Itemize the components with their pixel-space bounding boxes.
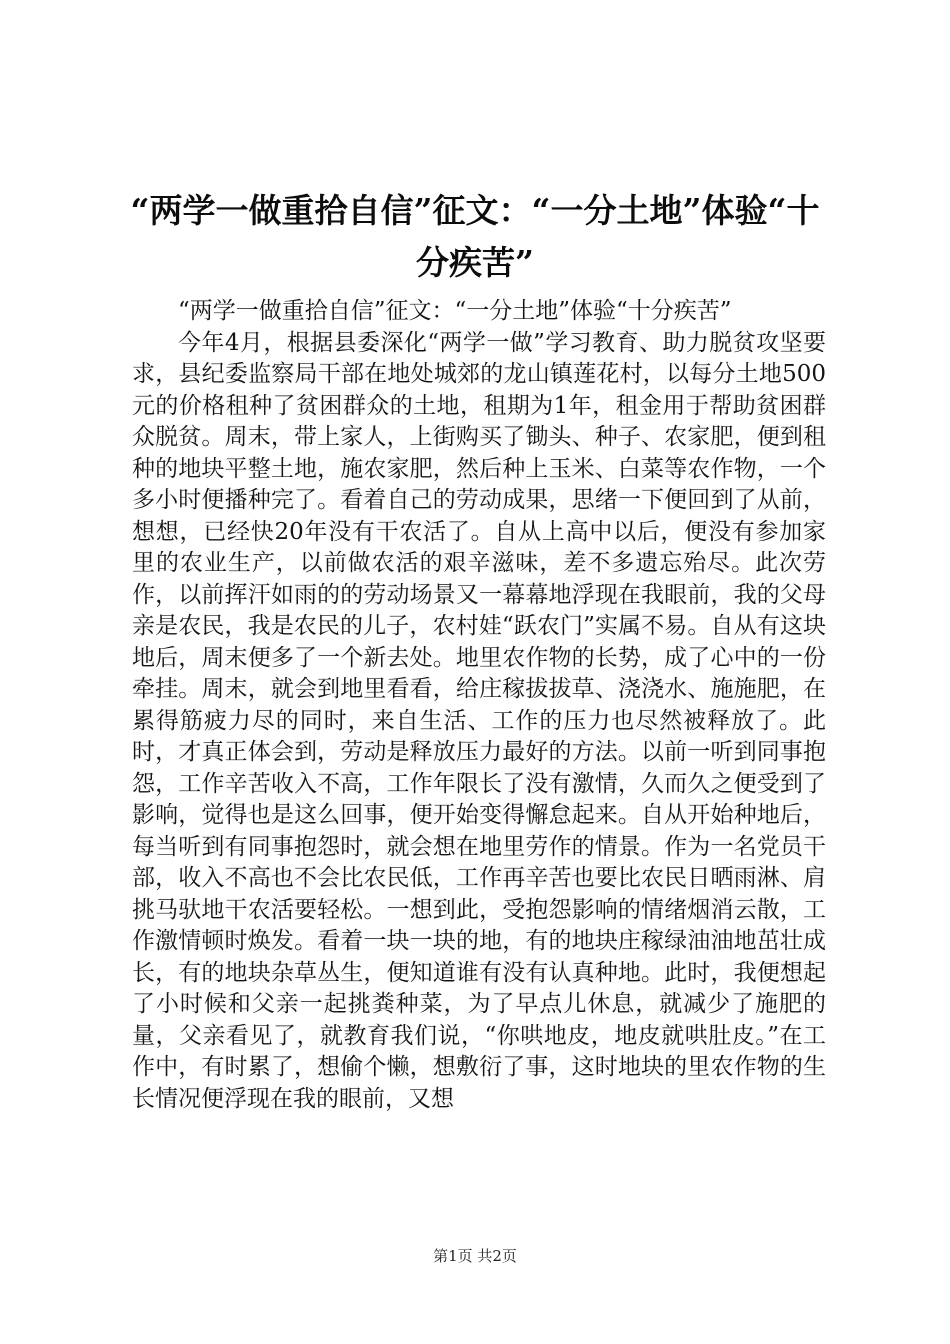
document-body xyxy=(132,296,826,1115)
body-paragraph: 今年4月，根据县委深化“两学一做”学习教育、助力脱贫攻坚要求，县纪委监察局干部在地处城郊的龙山镇莲花村，以每分土地500元的价格租种了贫困群众的土地，租期为1年，租金用于帮助贫困群众脱贫。周末，带上家人，上街购买了锄头、种子、农家肥，便到租种的地块平整土地，施农家肥，然后种上玉米、白菜等农作物，一个多小时便播种完了。看着自己的劳动成果，思绪一下便回到了从前，想想，已经快20年没有干农活了。自从上高中以后，便没有参加家里的农业生产，以前做农活的艰辛滋味，差不多遗忘殆尽。此次劳作，以前挥汗如雨的的劳动场景又一幕幕地浮现在我眼前，我的父母亲是农民，我是农民的儿子，农村娃“跃农门”实属不易。自从有这块地后，周末便多了一个新去处。地里农作物的长势，成了心中的一份牵挂。周末，就会到地里看看，给庄稼拔拔草、浇浇水、施施肥，在累得筋疲力尽的同时，来自生活、工作的压力也尽然被释放了。此时，才真正体会到，劳动是释放压力最好的方法。以前一听到同事抱怨，工作辛苦收入不高，工作年限长了没有激情，久而久之便受到了影响，觉得也是这么回事，便开始变得懈怠起来。自从开始种地后，每当听到有同事抱怨时，就会想在地里劳作的情景。作为一名党员干部，收入不高也不会比农民低，工作再辛苦也要比农民日晒雨淋、肩挑马驮地干农活要轻松。一想到此，受抱怨影响的情绪烟消云散，工作激情顿时焕发。看着一块一块的地，有的地块庄稼绿油油地茁壮成长，有的地块杂草丛生，便知道谁有没有认真种地。此时，我便想起了小时候和父亲一起挑粪种菜，为了早点儿休息，就减少了施肥的量，父亲看见了，就教育我们说，“你哄地皮，地皮就哄肚皮。”在工作中，有时累了，想偷个懒，想敷衍了事，这时地块的里农作物的生长情况便浮现在我的眼前，又想 xyxy=(132,329,826,1112)
page-footer: 第1页 共2页 xyxy=(433,1247,517,1265)
subtitle-paragraph: “两学一做重拾自信”征文：“一分土地”体验“十分疾苦” xyxy=(178,298,732,324)
document-title: “两学一做重拾自信”征文：“一分土地”体验“十分疾苦” xyxy=(130,191,820,282)
